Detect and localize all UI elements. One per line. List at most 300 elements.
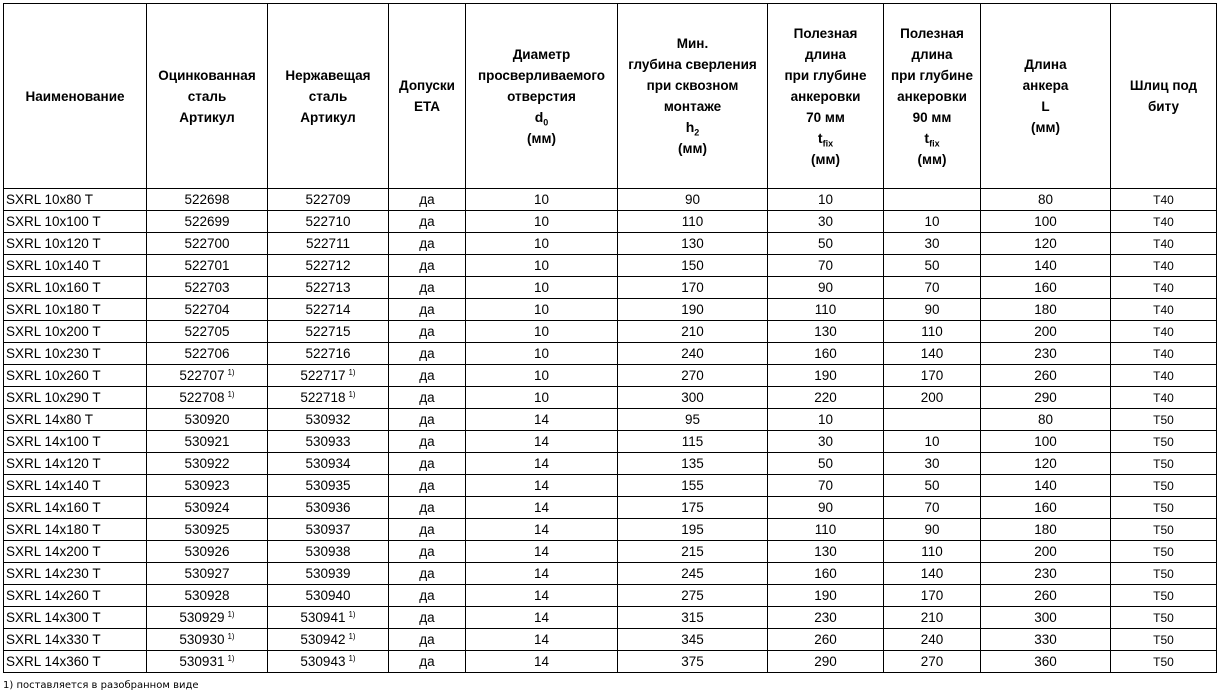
cell-bit-type (1111, 211, 1217, 233)
cell-useful-length-90-value: 10 (924, 434, 940, 449)
cell-bit-type-value: T50 (1153, 434, 1174, 449)
cell-drill-diameter-value: 10 (533, 192, 550, 207)
cell-bit-type (1111, 519, 1217, 541)
cell-useful-length-90-value: 240 (920, 632, 944, 647)
cell-anchor-length-value: 180 (1034, 302, 1057, 317)
cell-eta (389, 651, 466, 673)
cell-useful-length-90 (884, 189, 981, 211)
header-line: биту (1147, 99, 1180, 114)
cell-drill-diameter-value: 10 (533, 368, 550, 383)
cell-name (4, 409, 147, 431)
cell-useful-length-90 (884, 453, 981, 475)
cell-stainless-article-value: 522714 (305, 302, 351, 317)
cell-drill-depth (618, 299, 768, 321)
cell-stainless-article (268, 409, 389, 431)
cell-useful-length-70-value: 110 (814, 522, 837, 537)
cell-eta (389, 497, 466, 519)
cell-useful-length-70 (768, 497, 884, 519)
table-row (4, 343, 1217, 365)
cell-bit-type (1111, 431, 1217, 453)
cell-useful-length-90 (884, 519, 981, 541)
cell-galvanized-article-value: 530922 (184, 456, 230, 471)
table-row (4, 497, 1217, 519)
cell-name (4, 651, 147, 673)
cell-useful-length-90 (884, 365, 981, 387)
cell-stainless-article (268, 497, 389, 519)
cell-useful-length-90-value: 140 (920, 566, 944, 581)
cell-drill-depth-value: 240 (681, 346, 704, 361)
cell-anchor-length-value: 140 (1034, 478, 1057, 493)
cell-drill-diameter-value: 14 (533, 588, 550, 603)
cell-stainless-article-value: 522713 (305, 280, 351, 295)
cell-useful-length-90 (884, 277, 981, 299)
cell-bit-type (1111, 563, 1217, 585)
cell-drill-depth (618, 629, 768, 651)
cell-anchor-length (981, 321, 1111, 343)
cell-drill-depth-value: 300 (681, 390, 704, 405)
cell-bit-type-value: T50 (1153, 632, 1174, 647)
cell-useful-length-90 (884, 211, 981, 233)
cell-galvanized-article (147, 321, 268, 343)
cell-useful-length-70 (768, 519, 884, 541)
cell-useful-length-70 (768, 629, 884, 651)
cell-name (4, 497, 147, 519)
cell-name (4, 475, 147, 497)
cell-drill-depth (618, 541, 768, 563)
cell-name (4, 299, 147, 321)
cell-anchor-length (981, 541, 1111, 563)
cell-drill-diameter (466, 299, 618, 321)
table-row (4, 651, 1217, 673)
cell-eta (389, 563, 466, 585)
cell-useful-length-90 (884, 387, 981, 409)
cell-drill-diameter-value: 14 (533, 500, 550, 515)
header-line: $d_0$ (534, 108, 549, 128)
cell-stainless-article-value: 522717 (300, 368, 346, 383)
cell-drill-depth (618, 453, 768, 475)
cell-galvanized-article-value: 530927 (184, 566, 230, 581)
cell-bit-type-value: T50 (1153, 478, 1174, 493)
cell-stainless-article-value: 530934 (305, 456, 351, 471)
cell-galvanized-article (147, 541, 268, 563)
cell-bit-type-value: T50 (1153, 610, 1174, 625)
cell-useful-length-70 (768, 299, 884, 321)
cell-bit-type-value: T40 (1153, 258, 1174, 273)
cell-galvanized-article-value: 530930 (179, 632, 225, 647)
cell-drill-depth-value: 95 (684, 412, 701, 427)
cell-useful-length-70 (768, 607, 884, 629)
cell-drill-diameter-value: 14 (533, 632, 550, 647)
cell-anchor-length-value: 360 (1034, 654, 1057, 669)
cell-drill-depth (618, 255, 768, 277)
cell-stainless-article-value: 530936 (305, 500, 351, 515)
cell-bit-type (1111, 255, 1217, 277)
header-line: анкеровки (897, 88, 967, 104)
cell-useful-length-90-value: 50 (924, 258, 940, 273)
cell-drill-diameter-value: 14 (533, 434, 550, 449)
cell-bit-type (1111, 299, 1217, 321)
anchor-spec-table (3, 3, 1217, 673)
cell-name-value: SXRL 14x120 T (6, 456, 101, 471)
cell-drill-depth (618, 431, 768, 453)
cell-name-value: SXRL 14x360 T (6, 654, 101, 669)
cell-drill-diameter (466, 321, 618, 343)
table-row (4, 629, 1217, 651)
cell-bit-type-value: T40 (1153, 368, 1174, 383)
cell-useful-length-90-value: 170 (920, 588, 944, 603)
cell-galvanized-article-value: 522704 (184, 302, 230, 317)
header-line: Длина (1024, 57, 1067, 72)
cell-name-value: SXRL 14x330 T (6, 632, 101, 647)
cell-anchor-length-value: 80 (1037, 192, 1054, 207)
cell-eta (389, 233, 466, 255)
cell-stainless-article (268, 519, 389, 541)
cell-name-value: SXRL 10x80 T (6, 192, 94, 207)
cell-drill-diameter (466, 629, 618, 651)
cell-drill-diameter-value: 14 (533, 522, 550, 537)
cell-anchor-length (981, 233, 1111, 255)
cell-drill-diameter-value: 10 (533, 390, 550, 405)
cell-eta-value: да (419, 610, 435, 625)
cell-drill-diameter-value: 10 (533, 236, 550, 251)
cell-drill-diameter-value: 10 (533, 214, 550, 229)
cell-useful-length-70-value: 10 (817, 192, 834, 207)
cell-stainless-article (268, 365, 389, 387)
cell-galvanized-article (147, 629, 268, 651)
cell-useful-length-90 (884, 497, 981, 519)
cell-useful-length-90-value: 30 (924, 456, 940, 471)
cell-useful-length-70 (768, 277, 884, 299)
cell-name-value: SXRL 14x160 T (6, 500, 101, 515)
cell-bit-type (1111, 387, 1217, 409)
cell-galvanized-article (147, 189, 268, 211)
cell-drill-diameter (466, 431, 618, 453)
header-line: (мм) (527, 130, 556, 146)
cell-drill-diameter (466, 519, 618, 541)
cell-bit-type (1111, 409, 1217, 431)
cell-eta-value: да (419, 434, 435, 449)
footnote-marker: 1) (348, 653, 356, 663)
cell-drill-depth-value: 270 (681, 368, 704, 383)
header-line: (мм) (1031, 120, 1060, 135)
cell-name (4, 519, 147, 541)
table-body (4, 189, 1217, 673)
cell-useful-length-70 (768, 211, 884, 233)
table-row (4, 541, 1217, 563)
cell-name-value: SXRL 10x140 T (6, 258, 101, 273)
cell-drill-diameter (466, 541, 618, 563)
cell-drill-depth-value: 375 (681, 654, 704, 669)
cell-galvanized-article-value: 522698 (184, 192, 230, 207)
header-useful-length-70 (768, 4, 884, 189)
header-line: $t_{fix}$ (817, 129, 834, 149)
cell-bit-type (1111, 585, 1217, 607)
cell-anchor-length (981, 563, 1111, 585)
cell-name-value: SXRL 10x260 T (6, 368, 101, 383)
cell-stainless-article-value: 530932 (305, 412, 351, 427)
cell-drill-depth (618, 321, 768, 343)
cell-drill-diameter-value: 10 (533, 258, 550, 273)
cell-stainless-article (268, 211, 389, 233)
cell-galvanized-article (147, 365, 268, 387)
cell-drill-depth-value: 195 (681, 522, 704, 537)
cell-name (4, 277, 147, 299)
cell-stainless-article-value: 530933 (305, 434, 351, 449)
cell-drill-depth-value: 275 (681, 588, 704, 603)
cell-eta-value: да (419, 192, 435, 207)
cell-name-value: SXRL 10x290 T (6, 390, 101, 405)
header-galvanized-article (147, 4, 268, 189)
cell-name (4, 233, 147, 255)
cell-stainless-article-value: 522716 (305, 346, 351, 361)
cell-drill-diameter (466, 387, 618, 409)
header-eta-approval (389, 4, 466, 189)
cell-bit-type (1111, 453, 1217, 475)
cell-galvanized-article (147, 409, 268, 431)
cell-name-value: SXRL 14x180 T (6, 522, 101, 537)
cell-galvanized-article-value: 530921 (184, 434, 230, 449)
cell-useful-length-70-value: 290 (814, 654, 837, 669)
header-line: просверливаемого (477, 67, 606, 83)
cell-useful-length-70-value: 90 (817, 280, 834, 295)
cell-stainless-article (268, 475, 389, 497)
cell-eta (389, 277, 466, 299)
cell-drill-depth (618, 475, 768, 497)
cell-galvanized-article-value: 522703 (184, 280, 230, 295)
cell-bit-type (1111, 607, 1217, 629)
cell-drill-depth-value: 190 (681, 302, 704, 317)
cell-useful-length-90 (884, 475, 981, 497)
cell-useful-length-70-value: 260 (814, 632, 837, 647)
cell-drill-diameter-value: 10 (533, 346, 550, 361)
cell-bit-type-value: T50 (1153, 412, 1174, 427)
cell-name-value: SXRL 14x260 T (6, 588, 101, 603)
cell-galvanized-article-value: 530924 (184, 500, 230, 515)
cell-drill-diameter (466, 651, 618, 673)
header-line: анкеровки (790, 88, 861, 104)
cell-eta-value: да (419, 566, 435, 581)
cell-galvanized-article-value: 530920 (184, 412, 230, 427)
cell-useful-length-90-value: 70 (924, 500, 940, 515)
cell-useful-length-70-value: 70 (817, 258, 834, 273)
header-line: (мм) (917, 151, 947, 167)
cell-eta-value: да (419, 654, 435, 669)
cell-useful-length-90-value: 110 (921, 324, 943, 339)
cell-galvanized-article-value: 522706 (184, 346, 230, 361)
cell-anchor-length (981, 629, 1111, 651)
cell-drill-depth (618, 585, 768, 607)
cell-drill-depth-value: 135 (681, 456, 704, 471)
cell-galvanized-article (147, 233, 268, 255)
cell-bit-type-value: T40 (1153, 346, 1174, 361)
cell-anchor-length-value: 120 (1034, 236, 1057, 251)
header-line: (мм) (678, 141, 707, 156)
header-line: Шлиц под (1129, 78, 1198, 93)
cell-useful-length-90 (884, 541, 981, 563)
header-line: 90 мм (912, 109, 952, 125)
header-line: глубина сверления (628, 57, 757, 72)
cell-galvanized-article (147, 255, 268, 277)
cell-bit-type-value: T40 (1153, 214, 1174, 229)
table-row (4, 211, 1217, 233)
cell-useful-length-70 (768, 409, 884, 431)
cell-name-value: SXRL 14x100 T (6, 434, 101, 449)
header-line: Полезная (793, 25, 858, 41)
cell-useful-length-70 (768, 233, 884, 255)
cell-name-value: SXRL 14x140 T (6, 478, 101, 493)
cell-useful-length-70-value: 50 (817, 236, 834, 251)
cell-eta-value: да (419, 324, 435, 339)
cell-galvanized-article (147, 453, 268, 475)
cell-stainless-article (268, 233, 389, 255)
cell-anchor-length-value: 100 (1034, 214, 1057, 229)
cell-drill-depth (618, 387, 768, 409)
cell-drill-diameter-value: 14 (533, 478, 550, 493)
cell-useful-length-90-value: 90 (924, 522, 940, 537)
cell-name (4, 541, 147, 563)
cell-drill-depth (618, 651, 768, 673)
header-stainless-article (268, 4, 389, 189)
cell-stainless-article (268, 541, 389, 563)
cell-drill-depth-value: 345 (681, 632, 704, 647)
cell-galvanized-article (147, 607, 268, 629)
cell-name-value: SXRL 10x100 T (6, 214, 101, 229)
cell-useful-length-70 (768, 343, 884, 365)
header-line: Оцинкованная (158, 67, 256, 83)
cell-galvanized-article (147, 563, 268, 585)
cell-useful-length-70-value: 10 (817, 412, 834, 427)
table-row (4, 475, 1217, 497)
cell-eta-value: да (419, 368, 435, 383)
cell-useful-length-90 (884, 255, 981, 277)
cell-eta-value: да (419, 214, 435, 229)
cell-stainless-article-value: 530943 (300, 654, 346, 669)
cell-eta (389, 343, 466, 365)
cell-name (4, 321, 147, 343)
cell-useful-length-70 (768, 387, 884, 409)
cell-drill-depth-value: 110 (681, 214, 704, 229)
cell-galvanized-article-value: 530926 (184, 544, 230, 559)
cell-drill-diameter (466, 563, 618, 585)
cell-useful-length-70-value: 190 (814, 588, 837, 603)
cell-useful-length-70 (768, 563, 884, 585)
cell-galvanized-article (147, 343, 268, 365)
header-anchor-length (981, 4, 1111, 189)
cell-galvanized-article (147, 299, 268, 321)
cell-useful-length-70 (768, 453, 884, 475)
cell-drill-depth (618, 563, 768, 585)
header-line: Наименование (25, 88, 125, 104)
cell-useful-length-70-value: 50 (817, 456, 834, 471)
cell-eta-value: да (419, 544, 435, 559)
cell-galvanized-article (147, 431, 268, 453)
cell-galvanized-article-value: 530923 (184, 478, 230, 493)
cell-stainless-article (268, 585, 389, 607)
cell-stainless-article (268, 563, 389, 585)
header-line: Диаметр (512, 46, 571, 62)
cell-eta (389, 519, 466, 541)
cell-useful-length-90-value: 50 (924, 478, 940, 493)
cell-name-value: SXRL 14x230 T (6, 566, 101, 581)
cell-name-value: SXRL 10x230 T (6, 346, 101, 361)
cell-bit-type-value: T40 (1153, 236, 1174, 251)
cell-galvanized-article-value: 530931 (179, 654, 225, 669)
cell-anchor-length (981, 497, 1111, 519)
table-row (4, 255, 1217, 277)
cell-useful-length-90-value: 90 (924, 302, 940, 317)
cell-anchor-length (981, 255, 1111, 277)
cell-useful-length-90 (884, 321, 981, 343)
cell-name (4, 211, 147, 233)
cell-name (4, 585, 147, 607)
header-line: L (1041, 99, 1050, 114)
cell-name (4, 365, 147, 387)
header-line: при глубине (891, 67, 973, 83)
cell-eta (389, 585, 466, 607)
cell-galvanized-article (147, 475, 268, 497)
cell-drill-depth-value: 90 (684, 192, 701, 207)
header-line: монтаже (663, 99, 722, 114)
cell-drill-diameter-value: 14 (533, 654, 550, 669)
cell-useful-length-90 (884, 409, 981, 431)
header-line: сталь (187, 88, 227, 104)
cell-bit-type-value: T40 (1153, 324, 1174, 339)
cell-anchor-length (981, 519, 1111, 541)
cell-stainless-article-value: 530940 (305, 588, 351, 603)
cell-eta-value: да (419, 588, 435, 603)
header-bit-type (1111, 4, 1217, 189)
table-row (4, 409, 1217, 431)
cell-anchor-length (981, 277, 1111, 299)
cell-anchor-length-value: 260 (1034, 588, 1057, 603)
cell-stainless-article (268, 277, 389, 299)
cell-stainless-article-value: 522710 (305, 214, 351, 229)
cell-stainless-article-value: 530942 (300, 632, 346, 647)
cell-anchor-length (981, 607, 1111, 629)
cell-eta (389, 607, 466, 629)
cell-name-value: SXRL 14x200 T (6, 544, 101, 559)
cell-useful-length-90-value: 70 (924, 280, 940, 295)
cell-eta (389, 387, 466, 409)
cell-stainless-article-value: 530935 (305, 478, 351, 493)
cell-useful-length-70-value: 30 (817, 214, 834, 229)
cell-useful-length-70 (768, 365, 884, 387)
cell-bit-type-value: T50 (1153, 654, 1174, 669)
cell-anchor-length (981, 211, 1111, 233)
cell-stainless-article-value: 522712 (305, 258, 351, 273)
cell-anchor-length (981, 651, 1111, 673)
cell-bit-type-value: T40 (1153, 390, 1174, 405)
cell-eta-value: да (419, 280, 435, 295)
cell-eta (389, 541, 466, 563)
cell-stainless-article (268, 343, 389, 365)
cell-bit-type-value: T40 (1153, 302, 1174, 317)
cell-name-value: SXRL 10x180 T (6, 302, 101, 317)
cell-useful-length-70-value: 110 (814, 302, 837, 317)
cell-drill-diameter (466, 585, 618, 607)
cell-stainless-article-value: 530937 (305, 522, 351, 537)
cell-anchor-length-value: 290 (1034, 390, 1057, 405)
footnote-marker: 1) (348, 389, 356, 399)
footnote-marker: 1) (227, 631, 235, 641)
cell-name-value: SXRL 14x300 T (6, 610, 101, 625)
cell-drill-depth (618, 607, 768, 629)
header-name (4, 4, 147, 189)
cell-useful-length-70-value: 230 (814, 610, 837, 625)
header-line: 70 мм (806, 109, 845, 125)
cell-eta-value: да (419, 346, 435, 361)
header-line: Нержавещая (285, 67, 371, 83)
